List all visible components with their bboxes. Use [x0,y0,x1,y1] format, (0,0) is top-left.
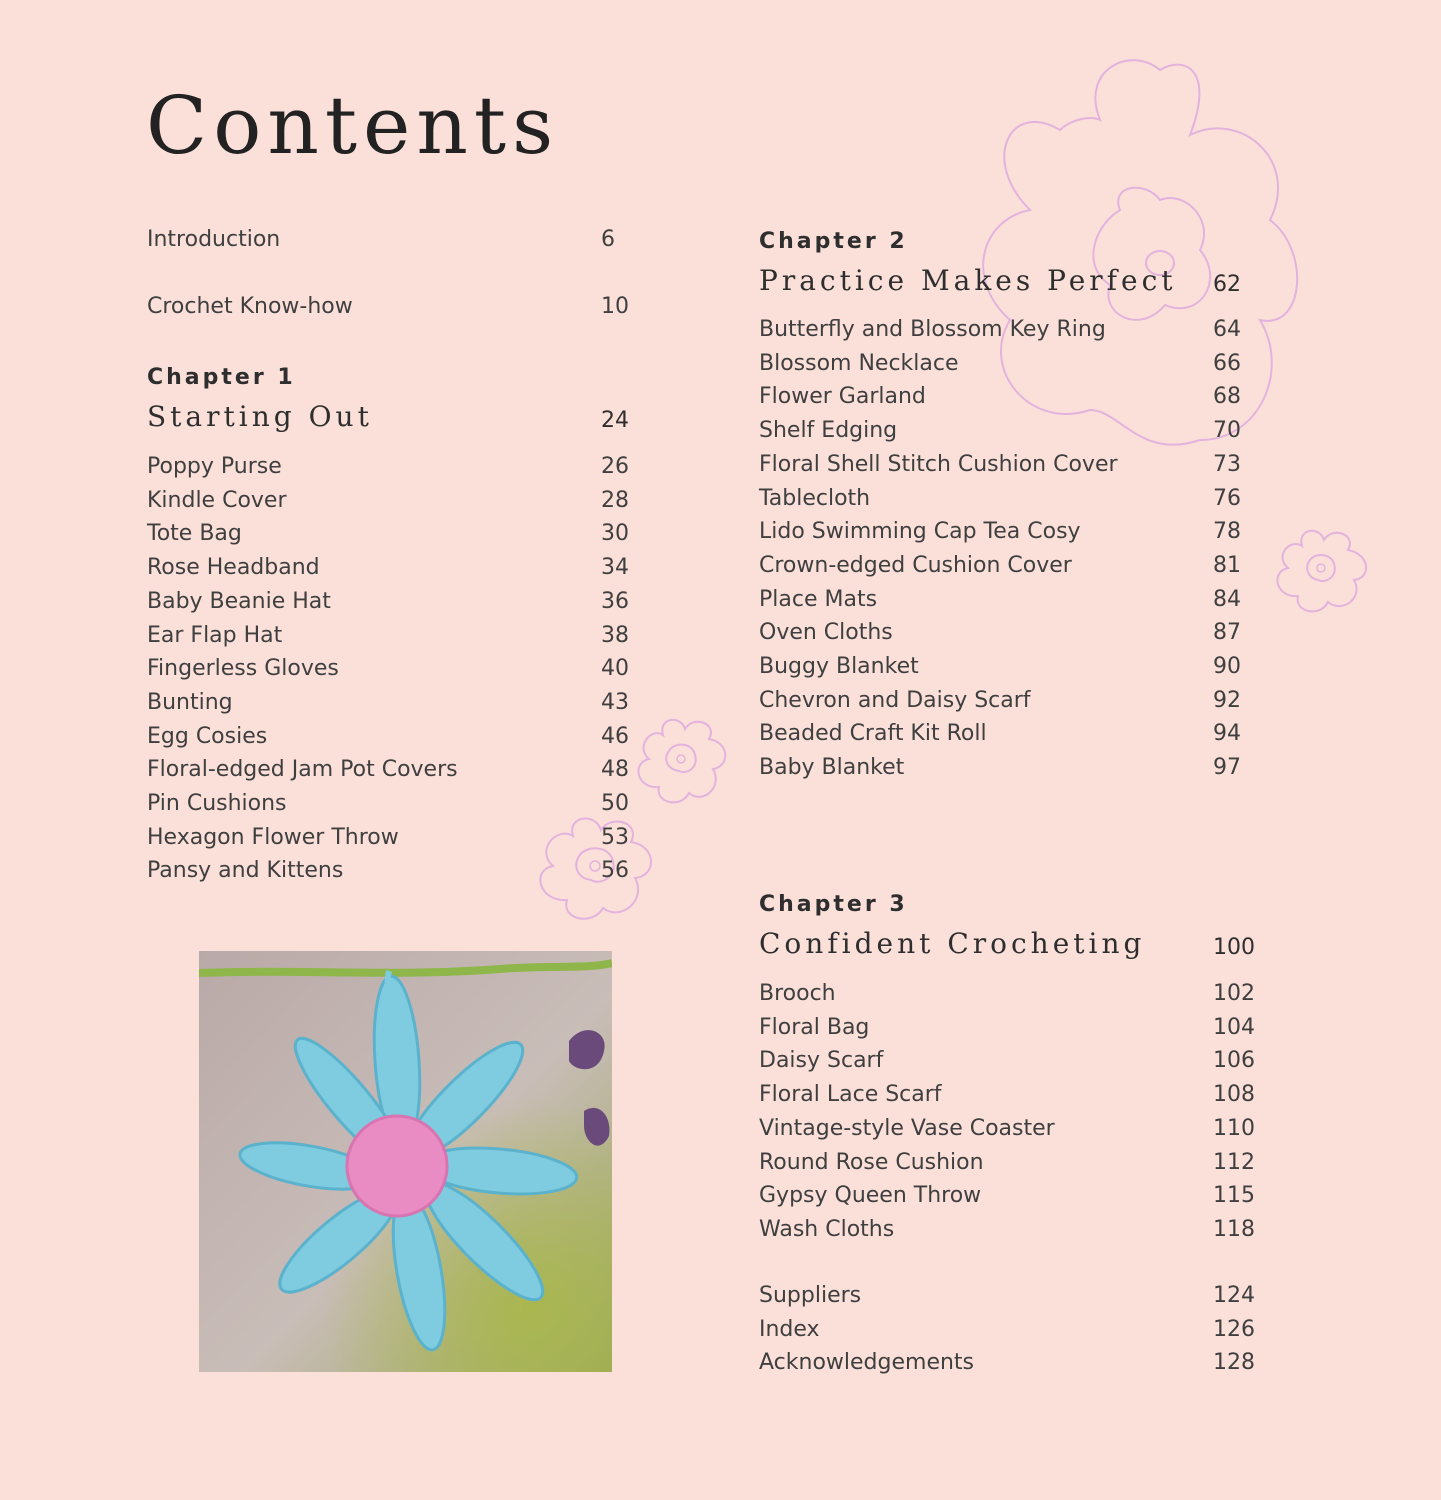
toc-entry-label: Tablecloth [759,485,871,511]
toc-entry-page: 40 [601,656,629,682]
toc-entry-page: 10 [601,294,629,319]
toc-entry-label: Introduction [147,227,281,252]
toc-entry-label: Vintage-style Vase Coaster [759,1115,1055,1141]
toc-entry-page: 36 [601,588,629,614]
toc-entry[interactable] [147,520,629,548]
small-flower-doodle [633,715,729,807]
toc-entry[interactable] [147,790,629,818]
toc-entry-label: Crochet Know-how [147,294,353,319]
toc-entry[interactable] [759,1282,1255,1310]
toc-entry[interactable] [147,554,629,582]
chapter-title-text: Starting Out [147,400,373,433]
toc-entry-page: 78 [1213,519,1241,545]
toc-entry-page: 28 [601,487,629,513]
toc-entry-page: 94 [1213,721,1241,747]
toc-entry-label: Buggy Blanket [759,654,919,679]
toc-entry-label: Floral-edged Jam Pot Covers [147,757,458,783]
toc-entry[interactable] [759,1081,1255,1109]
toc-entry-page: 108 [1213,1082,1255,1108]
toc-entry[interactable] [147,824,629,852]
toc-entry-page: 66 [1213,350,1241,376]
toc-entry[interactable] [759,518,1241,546]
toc-entry-page: 76 [1213,485,1241,511]
toc-entry[interactable] [759,1014,1255,1042]
toc-entry-label: Hexagon Flower Throw [147,824,399,850]
toc-entry-label: Shelf Edging [759,418,898,444]
page-title: Contents [146,79,560,172]
toc-entry-page: 53 [601,824,629,850]
toc-entry[interactable] [147,723,629,751]
toc-entry[interactable] [759,687,1241,715]
toc-entry[interactable] [147,622,629,650]
toc-entry-label: Acknowledgements [759,1350,975,1376]
toc-entry-page: 84 [1213,586,1241,612]
toc-entry[interactable] [759,1149,1255,1177]
toc-entry-page: 68 [1213,384,1241,410]
toc-entry-label: Place Mats [759,586,878,612]
toc-entry[interactable] [147,857,629,885]
toc-entry-page: 90 [1213,654,1241,679]
toc-entry[interactable] [759,451,1241,479]
toc-entry-label: Wash Cloths [759,1216,895,1242]
toc-entry-page: 38 [601,622,629,648]
chapter-title-text: Practice Makes Perfect [759,264,1177,297]
toc-entry-label: Crown-edged Cushion Cover [759,552,1072,578]
toc-entry-label: Round Rose Cushion [759,1149,984,1175]
toc-entry-page: 30 [601,521,629,547]
toc-entry-label: Baby Blanket [759,755,905,781]
toc-entry[interactable] [759,552,1241,580]
toc-entry-label: Fingerless Gloves [147,656,339,682]
chapter-title[interactable] [759,264,1241,298]
chapter-label: Chapter 2 [759,229,908,254]
toc-entry[interactable] [759,1182,1255,1210]
toc-entry[interactable] [759,1216,1255,1244]
toc-entry-page: 118 [1213,1216,1255,1242]
chapter-label: Chapter 1 [147,365,296,390]
toc-entry[interactable] [759,485,1241,513]
toc-entry-label: Blossom Necklace [759,350,959,376]
toc-entry[interactable] [759,350,1241,378]
toc-entry[interactable] [147,487,629,515]
chapter-title-text: Confident Crocheting [759,927,1146,960]
toc-entry-page: 34 [601,555,629,581]
toc-entry-label: Baby Beanie Hat [147,588,331,614]
toc-entry[interactable] [759,720,1241,748]
toc-entry-page: 87 [1213,620,1241,646]
toc-entry[interactable] [147,453,629,481]
toc-entry-label: Rose Headband [147,555,320,581]
toc-entry[interactable] [147,655,629,683]
toc-entry[interactable] [147,226,615,254]
toc-entry-page: 110 [1213,1115,1255,1141]
toc-entry-label: Flower Garland [759,384,926,410]
toc-entry[interactable] [759,980,1255,1008]
toc-entry-label: Ear Flap Hat [147,622,283,648]
toc-entry-label: Oven Cloths [759,620,893,646]
toc-entry[interactable] [147,588,629,616]
toc-entry[interactable] [759,754,1241,782]
toc-entry-page: 73 [1213,451,1241,477]
toc-entry[interactable] [759,417,1241,445]
toc-entry[interactable] [759,383,1241,411]
toc-entry-label: Egg Cosies [147,723,268,749]
chapter-page: 24 [601,408,629,433]
toc-entry-page: 104 [1213,1014,1255,1040]
toc-entry-label: Pansy and Kittens [147,858,344,884]
toc-entry-page: 70 [1213,418,1241,444]
toc-entry-page: 56 [601,858,629,884]
toc-entry[interactable] [759,316,1241,344]
toc-entry[interactable] [759,1115,1255,1143]
toc-entry[interactable] [147,293,629,321]
toc-entry-page: 124 [1213,1283,1255,1308]
toc-entry-page: 81 [1213,552,1241,578]
toc-entry[interactable] [147,689,629,717]
toc-entry-page: 128 [1213,1350,1255,1376]
toc-entry[interactable] [759,619,1241,647]
toc-entry[interactable] [759,1316,1255,1344]
toc-entry-page: 64 [1213,317,1241,342]
toc-entry-label: Lido Swimming Cap Tea Cosy [759,519,1081,545]
toc-entry[interactable] [147,756,629,784]
toc-entry-label: Poppy Purse [147,454,282,479]
toc-entry-label: Beaded Craft Kit Roll [759,721,987,747]
toc-entry-label: Daisy Scarf [759,1048,884,1074]
toc-entry-label: Floral Lace Scarf [759,1082,942,1108]
toc-entry-label: Chevron and Daisy Scarf [759,687,1031,713]
chapter-page: 100 [1213,935,1255,960]
crochet-flower-photo [199,951,612,1372]
toc-entry[interactable] [759,586,1241,614]
small-flower-doodle [1272,526,1372,616]
chapter-title[interactable] [759,927,1255,961]
toc-entry-label: Floral Shell Stitch Cushion Cover [759,451,1118,477]
toc-entry-label: Index [759,1316,820,1342]
toc-entry[interactable] [759,1349,1255,1377]
toc-entry[interactable] [759,1047,1255,1075]
toc-entry-page: 112 [1213,1149,1255,1175]
toc-entry-page: 48 [601,757,629,783]
toc-entry-label: Gypsy Queen Throw [759,1183,982,1209]
toc-entry-label: Butterfly and Blossom Key Ring [759,317,1106,342]
toc-entry-label: Floral Bag [759,1014,870,1040]
toc-entry-page: 97 [1213,755,1241,781]
toc-entry-page: 106 [1213,1048,1255,1074]
toc-entry-page: 26 [601,454,629,479]
toc-entry-label: Suppliers [759,1283,862,1308]
toc-entry-label: Pin Cushions [147,791,287,816]
toc-entry-page: 6 [601,227,615,252]
toc-entry-label: Tote Bag [147,521,242,547]
toc-entry-label: Bunting [147,689,233,715]
toc-entry-page: 102 [1213,981,1255,1006]
toc-entry-page: 46 [601,723,629,749]
toc-entry-label: Brooch [759,981,836,1006]
chapter-page: 62 [1213,272,1241,297]
large-flower-doodle [970,50,1320,460]
toc-entry[interactable] [759,653,1241,681]
toc-entry-page: 126 [1213,1316,1255,1342]
small-flower-doodle [533,812,657,924]
toc-entry-page: 43 [601,689,629,715]
chapter-title[interactable] [147,400,629,434]
toc-entry-page: 50 [601,791,629,816]
toc-entry-page: 115 [1213,1183,1255,1209]
toc-entry-page: 92 [1213,687,1241,713]
chapter-label: Chapter 3 [759,892,908,917]
toc-entry-label: Kindle Cover [147,487,287,513]
